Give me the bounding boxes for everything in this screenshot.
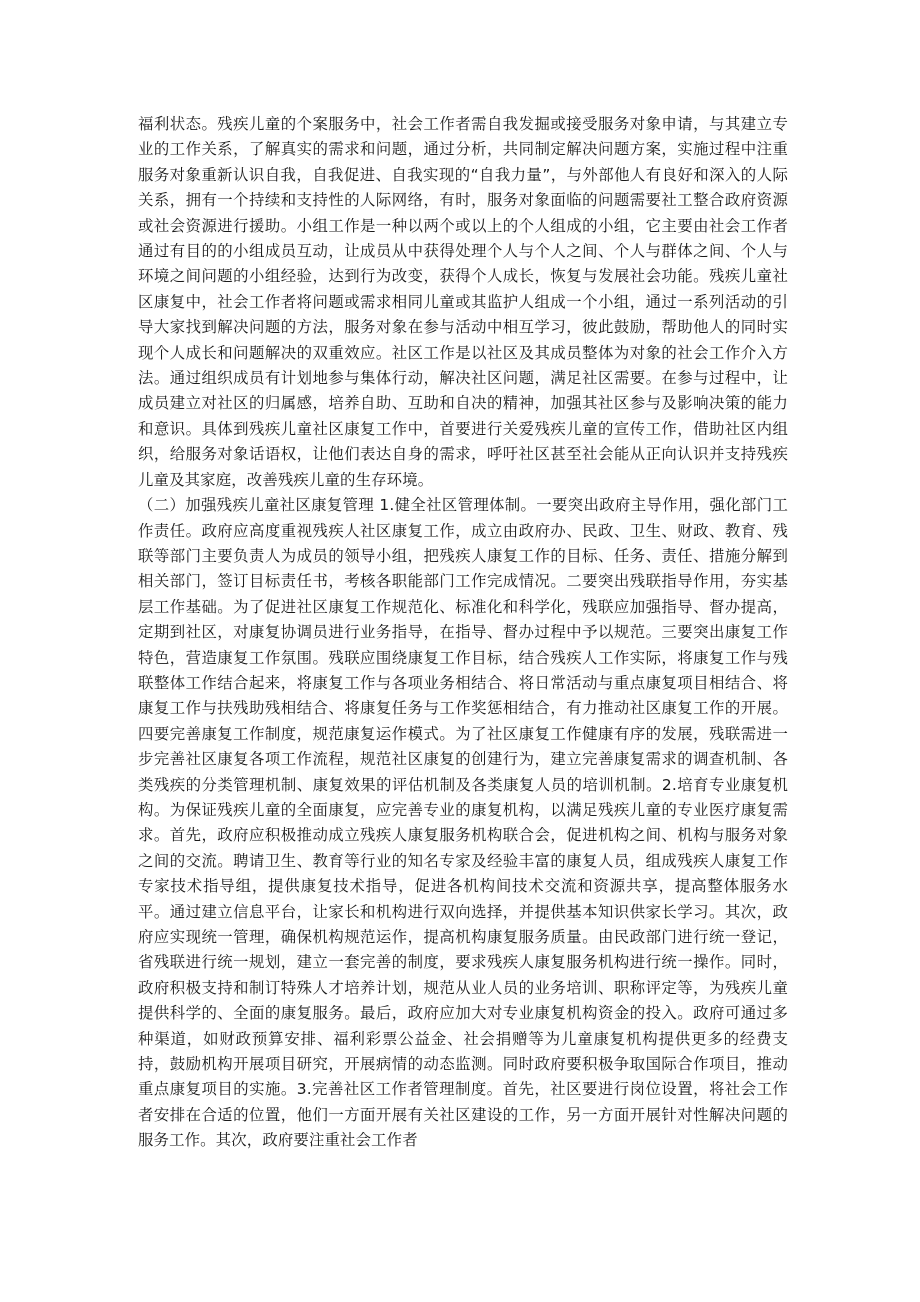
document-body (138, 112, 788, 1154)
paragraph-casework-groupwork-community: 福利状态。残疾儿童的个案服务中，社会工作者需自我发掘或接受服务对象申请，与其建立专业的工作关系，了解真实的需求和问题，通过分析，共同制定解决问题方案，实施过程中注重服务对象重新认识自我，自我促进、自我实现的“自我力量”，与外部他人有良好和深入的人际关系，拥有一个持续和支持性的人际网络，有时，服务对象面临的问题需要社工整合政府资源或社会资源进行援助。小组工作是一种以两个或以上的个人组成的小组，它主要由社会工作者通过有目的的小组成员互动，让成员从中获得处理个人与个人之间、个人与群体之间、个人与环境之间问题的小组经验，达到行为改变，获得个人成长，恢复与发展社会功能。残疾儿童社区康复中，社会工作者将问题或需求相同儿童或其监护人组成一个小组，通过一系列活动的引导大家找到解决问题的方法，服务对象在参与活动中相互学习，彼此鼓励，帮助他人的同时实现个人成长和问题解决的双重效应。社区工作是以社区及其成员整体为对象的社会工作介入方法。通过组织成员有计划地参与集体行动，解决社区问题，满足社区需要。在参与过程中，让成员建立对社区的归属感，培养自助、互助和自决的精神，加强其社区参与及影响决策的能力和意识。具体到残疾儿童社区康复工作中，首要进行关爱残疾儿童的宣传工作，借助社区内组织，给服务对象话语权，让他们表达自身的需求，呼吁社区甚至社会能从正向认识并支持残疾儿童及其家庭，改善残疾儿童的生存环境。 (138, 115, 788, 489)
paragraph-community-rehab-management: （二）加强残疾儿童社区康复管理 1.健全社区管理体制。一要突出政府主导作用，强化部门工作责任。政府应高度重视残疾人社区康复工作，成立由政府办、民政、卫生、财政、教育、残联等部门主要负责人为成员的领导小组，把残疾人康复工作的目标、任务、责任、措施分解到相关部门，签订目标责任书，考核各职能部门工作完成情况。二要突出残联指导作用，夯实基层工作基础。为了促进社区康复工作规范化、标准化和科学化，残联应加强指导、督办提高，定期到社区，对康复协调员进行业务指导，在指导、督办过程中予以规范。三要突出康复工作特色，营造康复工作氛围。残联应围绕康复工作目标，结合残疾人工作实际，将康复工作与残联整体工作结合起来，将康复工作与各项业务相结合、将日常活动与重点康复项目相结合、将康复工作与扶残助残相结合、将康复任务与工作奖惩相结合，有力推动社区康复工作的开展。四要完善康复工作制度，规范康复运作模式。为了社区康复工作健康有序的发展，残联需进一步完善社区康复各项工作流程，规范社区康复的创建行为，建立完善康复需求的调查机制、各类残疾的分类管理机制、康复效果的评估机制及各类康复人员的培训机制。2.培育专业康复机构。为保证残疾儿童的全面康复，应完善专业的康复机构，以满足残疾儿童的专业医疗康复需求。首先，政府应积极推动成立残疾人康复服务机构联合会，促进机构之间、机构与服务对象之间的交流。聘请卫生、教育等行业的知名专家及经验丰富的康复人员，组成残疾人康复工作专家技术指导组，提供康复技术指导，促进各机构间技术交流和资源共享，提高整体服务水平。通过建立信息平台，让家长和机构进行双向选择，并提供基本知识供家长学习。其次，政府应实现统一管理，确保机构规范运作，提高机构康复服务质量。由民政部门进行统一登记，省残联进行统一规划，建立一套完善的制度，要求残疾人康复服务机构进行统一操作。同时，政府积极支持和制订特殊人才培养计划，规范从业人员的业务培训、职称评定等，为残疾儿童提供科学的、全面的康复服务。最后，政府应加大对专业康复机构资金的投入。政府可通过多种渠道，如财政预算安排、福利彩票公益金、社会捐赠等为儿童康复机构提供更多的经费支持，鼓励机构开展项目研究，开展病情的动态监测。同时政府要积极争取国际合作项目，推动重点康复项目的实施。3.完善社区工作者管理制度。首先，社区要进行岗位设置，将社会工作者安排在合适的位置，他们一方面开展有关社区建设的工作，另一方面开展针对性解决问题的服务工作。其次，政府要注重社会工作者 (138, 496, 788, 1150)
